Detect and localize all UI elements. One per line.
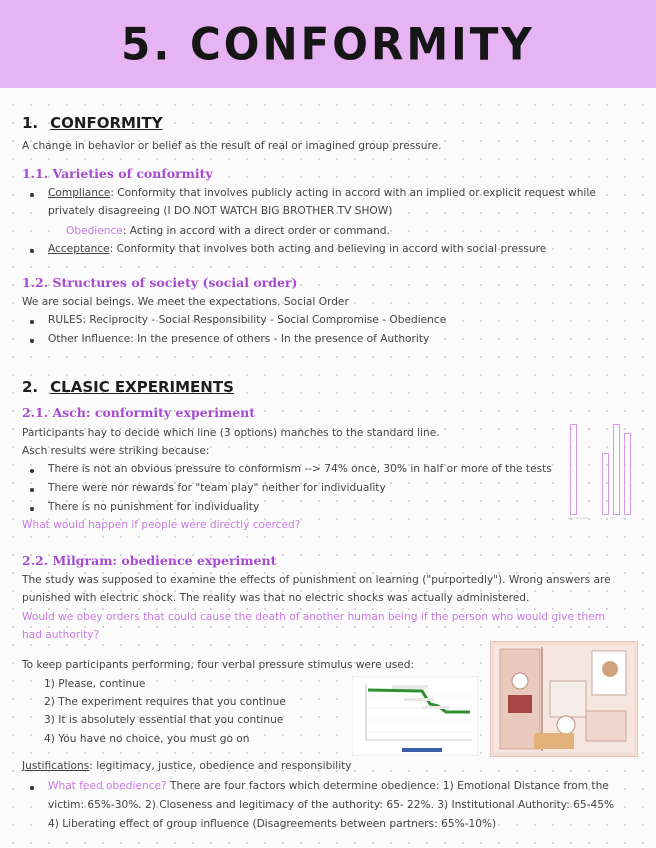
section-2-title: CLASIC EXPERIMENTS bbox=[50, 378, 234, 396]
obedience-term: Obedience bbox=[66, 225, 123, 237]
compliance-text: : Conformity that involves publicly acting in accord with an implied or explicit request while bbox=[110, 187, 596, 199]
milgram-heading: 2.2. Milgram: obedience experiment bbox=[22, 553, 277, 568]
obedience-text: : Acting in accord with a direct order or command. bbox=[122, 225, 390, 237]
asch-bullet-3: There is no punishment for individuality bbox=[48, 501, 260, 513]
title-banner bbox=[0, 0, 656, 88]
why-obey-line-3: 4) Liberating effect of group influence (Disagreements between partners: 65%-10%) bbox=[48, 818, 497, 830]
bullet-dot bbox=[30, 320, 34, 324]
section-1-heading bbox=[22, 114, 163, 132]
bullet-dot bbox=[30, 249, 34, 253]
rules-item: RULES: Reciprocity - Social Responsibility - Social Compromise - Obedience bbox=[48, 314, 447, 326]
stimulus-2: 2) The experiment requires that you continue bbox=[44, 696, 286, 708]
stimulus-1: 1) Please, continue bbox=[44, 678, 146, 690]
asch-line-c bbox=[624, 433, 631, 515]
asch-line-b bbox=[613, 424, 620, 515]
social-order-intro: We are social beings. We meet the expectations. Social Order bbox=[22, 296, 349, 308]
asch-line-label: A bbox=[600, 516, 603, 520]
compliance-item bbox=[48, 187, 596, 199]
asch-line-a bbox=[602, 453, 609, 515]
asch-question: What would happen if people were directly coerced? bbox=[22, 519, 301, 531]
influence-item: Other Influence: In the presence of others - In the presence of Authority bbox=[48, 333, 430, 345]
asch-line-label: B bbox=[611, 516, 614, 520]
why-obey-line-2: victim: 65%-30%. 2) Closeness and legitimacy of the authority: 65- 22%. 3) Institutional Authority: 65-45% bbox=[48, 799, 615, 811]
why-obey-question: What feed obedience? bbox=[48, 780, 167, 792]
section-2-heading bbox=[22, 378, 234, 396]
milgram-keep-text: To keep participants performing, four verbal pressure stimulus were used: bbox=[22, 659, 415, 671]
compliance-term: Compliance bbox=[48, 187, 111, 199]
why-obey-line-1 bbox=[48, 780, 609, 792]
structures-heading: 1.2. Structures of society (social order) bbox=[22, 275, 298, 290]
milgram-p1: The study was supposed to examine the effects of punishment on learning ("purportedly"). Wrong answers are bbox=[22, 574, 611, 586]
stimulus-3: 3) It is absolutely essential that you continue bbox=[44, 714, 284, 726]
asch-line-2: Asch results were striking because: bbox=[22, 445, 210, 457]
milgram-question-2: had authority? bbox=[22, 629, 100, 641]
milgram-question-1: Would we obey orders that could cause the death of another human being if the person who would give them bbox=[22, 611, 606, 623]
asch-lines-chart bbox=[562, 418, 638, 523]
milgram-obedience-graph bbox=[352, 676, 478, 756]
asch-line-standard-line bbox=[570, 424, 577, 515]
asch-bullet-2: There were nor rewards for "team play" neither for individuality bbox=[48, 482, 386, 494]
acceptance-text: : Conformity that involves both acting and believing in accord with social pressure bbox=[109, 243, 547, 255]
acceptance-term: Acceptance bbox=[48, 243, 110, 255]
why-obey-text: There are four factors which determine obedience: 1) Emotional Distance from the bbox=[166, 780, 609, 792]
bullet-dot bbox=[30, 339, 34, 343]
bullet-dot bbox=[30, 786, 34, 790]
bullet-dot bbox=[30, 469, 34, 473]
bullet-dot bbox=[30, 488, 34, 492]
asch-line-label: Standard line bbox=[568, 516, 589, 520]
asch-bullet-1: There is not an obvious pressure to conformism --> 74% once, 30% in half or more of the tests bbox=[48, 463, 552, 475]
asch-heading: 2.1. Asch: conformity experiment bbox=[22, 405, 256, 420]
milgram-setup-illustration bbox=[490, 641, 638, 757]
asch-line-1: Participants hay to decide which line (3 options) manches to the standard line. bbox=[22, 427, 440, 439]
section-1-number: 1. bbox=[22, 114, 39, 132]
stimulus-4: 4) You have no choice, you must go on bbox=[44, 733, 250, 745]
section-1-title: CONFORMITY bbox=[50, 114, 163, 132]
asch-line-label: C bbox=[622, 516, 625, 520]
bullet-dot bbox=[30, 507, 34, 511]
varieties-heading: 1.1. Varieties of conformity bbox=[22, 166, 213, 181]
page-title: 5. CONFORMITY bbox=[121, 18, 535, 70]
milgram-p2: punished with electric shock. The reality was that no electric shocks was actually administered. bbox=[22, 592, 530, 604]
section-2-number: 2. bbox=[22, 378, 39, 396]
acceptance-item bbox=[48, 243, 546, 255]
justifications-term: Justifications bbox=[22, 760, 90, 772]
compliance-text-2: privately disagreeing (I DO NOT WATCH BIG BROTHER TV SHOW) bbox=[48, 205, 393, 217]
conformity-definition: A change in behavior or belief as the result of real or imagined group pressure. bbox=[22, 140, 442, 152]
bullet-dot bbox=[30, 193, 34, 197]
justifications-text: : legitimacy, justice, obedience and responsibility bbox=[89, 760, 352, 772]
justifications-line bbox=[22, 760, 352, 772]
obedience-item bbox=[66, 225, 390, 237]
